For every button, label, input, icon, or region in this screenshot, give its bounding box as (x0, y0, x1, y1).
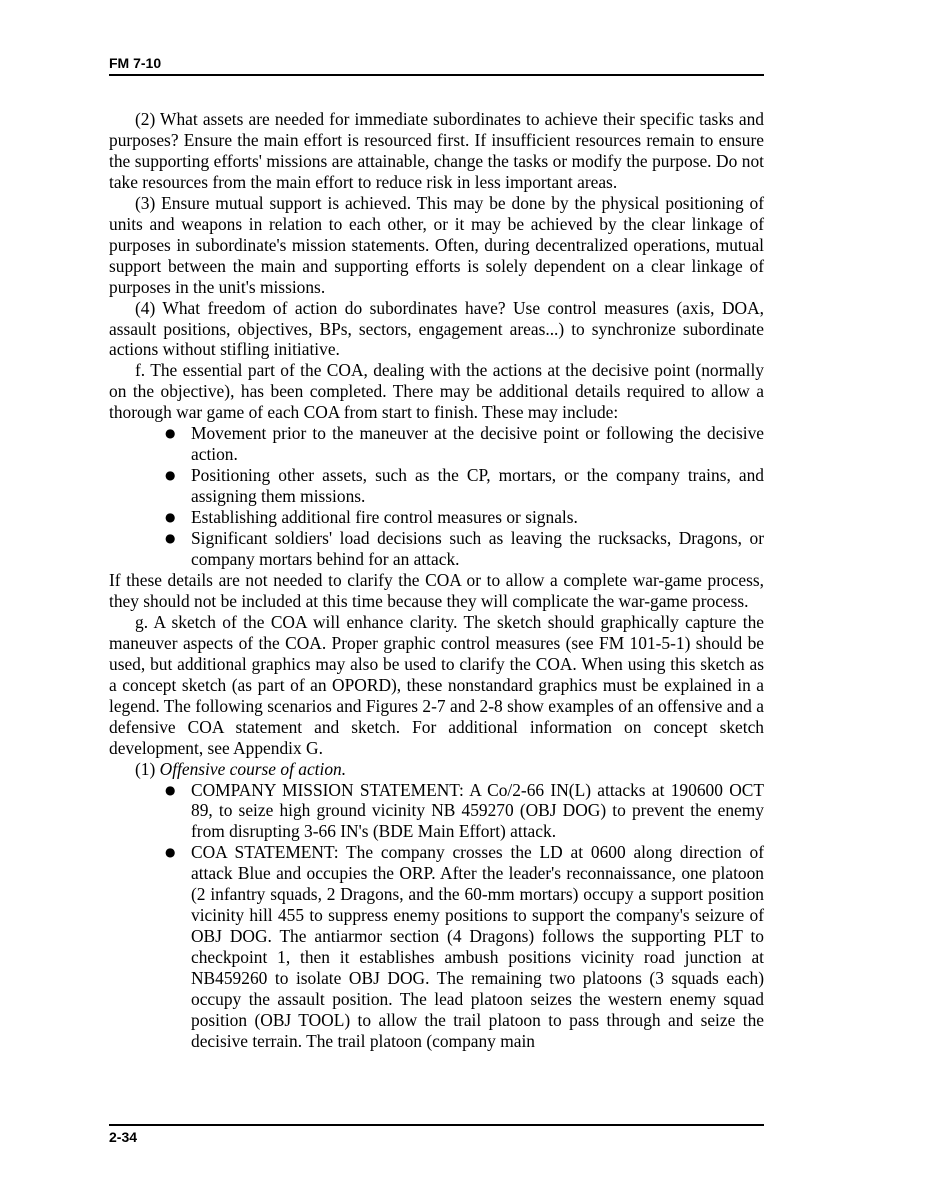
paragraph-4: (4) What freedom of action do subordinates have? Use control measures (axis, DOA, assault positions, objectives, BPs, sectors, engagement areas...) to synchronize subordinate actions without stifling initiative. (109, 297, 764, 360)
list-item: ● Establishing additional fire control measures or signals. (165, 507, 578, 528)
bullet-icon: ● (165, 782, 176, 797)
bullet-icon: ● (165, 531, 176, 546)
bullet-icon: ● (165, 510, 176, 525)
list-item: ● COA STATEMENT: The company crosses the LD at 0600 along direction of attack Blue and occupies the ORP. After the leader's reconnaissance, one platoon (2 infantry squads, 2 Dragons, and the 60-mm mortars) occupy a support position vicinity hill 455 to suppress enemy positions to support the company's seizure of OBJ DOG. The antiarmor section (4 Dragons) follows the supporting PLT to checkpoint 1, then it establishes ambush positions vicinity road junction at NB459260 to isolate OBJ DOG. The remaining two platoons (3 squads each) occupy the assault position. The lead platoon seizes the western enemy squad position (OBJ TOOL) to allow the trail platoon to pass through and seize the decisive terrain. The trail platoon (company main (165, 842, 764, 1051)
paragraph-3: (3) Ensure mutual support is achieved. This may be done by the physical positioning of units and weapons in relation to each other, or it may be achieved by the clear linkage of purposes in subordinate's mission statements. Often, during decentralized operations, mutual support between the main and supporting efforts is solely dependent on a clear linkage of purposes in the unit's missions. (109, 192, 764, 297)
footer-rule (109, 1124, 764, 1126)
bullet-icon: ● (165, 426, 176, 441)
bullet-icon: ● (165, 468, 176, 483)
bullet-icon: ● (165, 845, 176, 860)
header-rule (109, 74, 764, 76)
paragraph-g: g. A sketch of the COA will enhance clarity. The sketch should graphically capture the maneuver aspects of the COA. Proper graphic control measures (see FM 101-5-1) should be used, but additional graphics may also be used to clarify the COA. When using this sketch as a concept sketch (as part of an OPORD), these nonstandard graphics must be explained in a legend. The following scenarios and Figures 2-7 and 2-8 show examples of an offensive and a defensive COA statement and sketch. For additional information on concept sketch development, see Appendix G. (109, 611, 764, 758)
paragraph-f: f. The essential part of the COA, dealing with the actions at the decisive point (normally on the objective), has been completed. There may be additional details required to allow a thorough war game of each COA from start to finish. These may include: (109, 360, 764, 423)
paragraph-f-bullet-list (109, 423, 764, 570)
running-header: FM 7-10 (109, 55, 162, 71)
paragraph-f-continuation: If these details are not needed to clarify the COA or to allow a complete war-game process, they should not be included at this time because they will complicate the war-game process. (109, 569, 764, 611)
list-item: ● COMPANY MISSION STATEMENT: A Co/2-66 IN(L) attacks at 190600 OCT 89, to seize high ground vicinity NB 459270 (OBJ DOG) to prevent the enemy from disrupting 3-66 IN's (BDE Main Effort) attack. (165, 779, 764, 842)
offensive-coa-bullet-list (109, 780, 764, 1052)
paragraph-2: (2) What assets are needed for immediate subordinates to achieve their specific tasks and purposes? Ensure the main effort is resourced first. If insufficient resources remain to ensure the supporting efforts' missions are attainable, change the tasks or modify the purpose. Do not take resources from the main effort to reduce risk in less important areas. (109, 109, 764, 192)
subparagraph-title: Offensive course of action. (159, 758, 347, 779)
list-item: ● Significant soldiers' load decisions such as leaving the rucksacks, Dragons, or company mortars behind for an attack. (165, 528, 764, 570)
list-item: ● Positioning other assets, such as the CP, mortars, or the company trains, and assigning them missions. (165, 465, 764, 507)
subparagraph-heading: (1) Offensive course of action. (135, 758, 347, 779)
page-number: 2-34 (109, 1129, 138, 1145)
page-body (109, 109, 764, 1052)
list-item: ● Movement prior to the maneuver at the decisive point or following the decisive action. (165, 423, 764, 465)
